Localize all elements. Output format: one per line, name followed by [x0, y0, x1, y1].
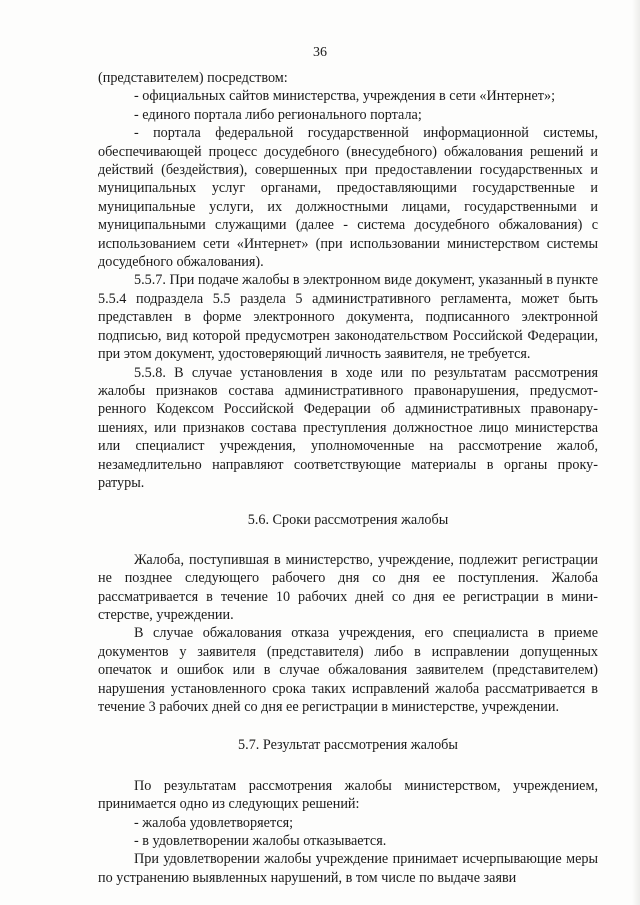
section-heading-5-7: 5.7. Результат рассмотрения жалобы: [238, 737, 458, 754]
paragraph-satisfaction-measures: При удовлетворении жалобы учреждение принимает исчерпывающие меры по устранению выявленных нарушений, в том числе по выдаче заяви: [98, 851, 598, 886]
list-item-federal-portal: - портала федеральной государственной информационной системы, обеспечивающей процесс досудебного (внесудебного) обжалования решений и действий (бездействия), совершенных при предоставлении государственных и муниципальных услуг органами, предоставляющими государственные и муниципальные услуги, их должностными лицами, государственными и муниципальными служащими (далее - система досудебного обжалования) с использованием сети «Интернет» (при использовании министерством системы досудебного обжалования).: [98, 125, 598, 271]
paragraph-5-5-8: 5.5.8. В случае установления в ходе или по результатам рассмотрения жалобы признаков состава административного правонарушения, предусмотренного Кодексом Российской Федерации об административных правонарушениях, или признаков состава преступления должностное лицо министерства или специалист учреждения, уполномоченные на рассмотрение жалоб, незамедлительно направляют соответствующие материалы в органы прокуратуры.: [98, 364, 598, 491]
document-body: [98, 69, 598, 887]
list-item-refused: - в удовлетворении жалобы отказывается.: [134, 833, 387, 850]
scan-edge-shadow: [632, 0, 640, 905]
list-item-satisfied: - жалоба удовлетворяется;: [134, 814, 294, 831]
paragraph-refusal-appeal: В случае обжалования отказа учреждения, его специалиста в приеме документов у заявителя (представителя) либо в исправлении допущенных опечаток и ошибок или в случае обжалования заявителем (представителем) нарушения установленного срока таких исправлений жалоба рассматривается в течение 3 рабочих дней со дня ее регистрации в министерстве, учреждении.: [98, 625, 598, 715]
paragraph-decisions: По результатам рассмотрения жалобы министерством, учреждением, принимается одно из следующих решений:: [98, 777, 598, 813]
paragraph-5-5-7: 5.5.7. При подаче жалобы в электронном виде документ, указанный в пункте 5.5.4 подраздела 5.5 раздела 5 административного регламента, может быть представлен в форме электронного документа, подписанного электронной подписью, вид которой предусмотрен законодательством Российской Федерации, при этом документ, удостоверяющий личность заявителя, не требуется.: [98, 272, 599, 363]
section-heading-5-6: 5.6. Сроки рассмотрения жалобы: [247, 512, 449, 529]
page-number: 36: [313, 45, 327, 60]
paragraph-registration: Жалоба, поступившая в министерство, учреждение, подлежит регистрации не позднее следующего рабочего дня со дня ее поступления. Жалоба рассматривается в течение 10 рабочих дней со дня ее регистрации в министерстве, учреждении.: [98, 551, 598, 623]
list-item-unified-portal: - единого портала либо регионального портала;: [134, 106, 422, 123]
paragraph-intro: (представителем) посредством:: [98, 70, 288, 86]
list-item-official-sites: - официальных сайтов министерства, учреждения в сети «Интернет»;: [134, 88, 556, 105]
